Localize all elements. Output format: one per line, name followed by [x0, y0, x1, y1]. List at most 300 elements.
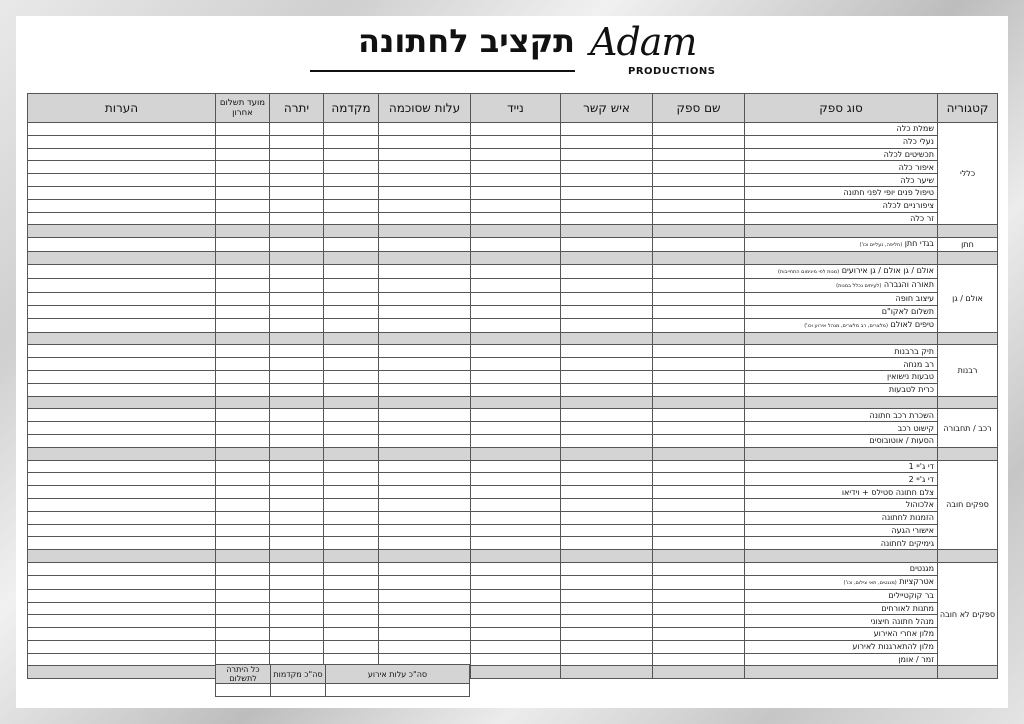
mobile-cell[interactable] — [471, 123, 561, 136]
supplier-type-cell — [745, 174, 938, 187]
mobile-cell[interactable] — [471, 383, 561, 396]
supplier-name-cell[interactable] — [653, 575, 745, 589]
supplier-type-cell — [745, 345, 938, 358]
notes-cell[interactable] — [28, 345, 216, 358]
mobile-cell[interactable] — [471, 640, 561, 653]
agreed-cost-cell[interactable] — [379, 615, 471, 628]
agreed-cost-cell[interactable] — [379, 135, 471, 148]
agreed-cost-cell[interactable] — [379, 434, 471, 447]
agreed-cost-cell[interactable] — [379, 460, 471, 473]
balance-cell[interactable] — [270, 383, 324, 396]
advance-cell[interactable] — [324, 161, 379, 174]
notes-cell[interactable] — [28, 653, 216, 666]
agreed-cost-cell[interactable] — [379, 264, 471, 278]
balance-cell[interactable] — [270, 589, 324, 602]
agreed-cost-cell[interactable] — [379, 292, 471, 305]
notes-cell[interactable] — [28, 422, 216, 435]
mobile-cell[interactable] — [471, 358, 561, 371]
advance-cell[interactable] — [324, 460, 379, 473]
balance-cell[interactable] — [270, 486, 324, 499]
mobile-cell[interactable] — [471, 212, 561, 225]
last-payment-cell[interactable] — [216, 628, 270, 641]
contact-cell[interactable] — [561, 305, 653, 318]
mobile-cell[interactable] — [471, 161, 561, 174]
mobile-cell[interactable] — [471, 370, 561, 383]
contact-cell[interactable] — [561, 212, 653, 225]
balance-cell[interactable] — [270, 422, 324, 435]
contact-cell[interactable] — [561, 409, 653, 422]
advance-cell[interactable] — [324, 358, 379, 371]
last-payment-cell[interactable] — [216, 305, 270, 318]
supplier-name-cell[interactable] — [653, 615, 745, 628]
advance-cell[interactable] — [324, 602, 379, 615]
contact-cell[interactable] — [561, 370, 653, 383]
last-payment-cell[interactable] — [216, 174, 270, 187]
supplier-name-cell[interactable] — [653, 653, 745, 666]
agreed-cost-cell[interactable] — [379, 212, 471, 225]
agreed-cost-cell[interactable] — [379, 199, 471, 212]
last-payment-cell[interactable] — [216, 199, 270, 212]
supplier-name-cell[interactable] — [653, 292, 745, 305]
last-payment-cell[interactable] — [216, 486, 270, 499]
advance-cell[interactable] — [324, 422, 379, 435]
mobile-cell[interactable] — [471, 305, 561, 318]
advance-cell[interactable] — [324, 318, 379, 332]
agreed-cost-cell[interactable] — [379, 628, 471, 641]
last-payment-cell[interactable] — [216, 562, 270, 575]
balance-cell[interactable] — [270, 524, 324, 537]
contact-cell[interactable] — [561, 628, 653, 641]
last-payment-cell[interactable] — [216, 383, 270, 396]
last-payment-cell[interactable] — [216, 212, 270, 225]
contact-cell[interactable] — [561, 562, 653, 575]
balance-cell[interactable] — [270, 628, 324, 641]
balance-cell[interactable] — [270, 278, 324, 292]
supplier-name-cell[interactable] — [653, 511, 745, 524]
advance-cell[interactable] — [324, 174, 379, 187]
mobile-cell[interactable] — [471, 318, 561, 332]
last-payment-cell[interactable] — [216, 422, 270, 435]
mobile-cell[interactable] — [471, 278, 561, 292]
balance-cell[interactable] — [270, 212, 324, 225]
supplier-type-cell — [745, 212, 938, 225]
balance-cell[interactable] — [270, 511, 324, 524]
advance-cell[interactable] — [324, 148, 379, 161]
balance-cell[interactable] — [270, 537, 324, 550]
last-payment-cell[interactable] — [216, 370, 270, 383]
last-payment-cell[interactable] — [216, 589, 270, 602]
total-advances-value[interactable] — [271, 684, 326, 697]
mobile-cell[interactable] — [471, 409, 561, 422]
advance-cell[interactable] — [324, 345, 379, 358]
mobile-cell[interactable] — [471, 473, 561, 486]
balance-cell[interactable] — [270, 640, 324, 653]
supplier-name-cell[interactable] — [653, 434, 745, 447]
table-row — [28, 628, 998, 641]
agreed-cost-cell[interactable] — [379, 238, 471, 252]
supplier-name-cell[interactable] — [653, 589, 745, 602]
agreed-cost-cell[interactable] — [379, 562, 471, 575]
agreed-cost-cell[interactable] — [379, 640, 471, 653]
agreed-cost-cell[interactable] — [379, 409, 471, 422]
advance-cell[interactable] — [324, 212, 379, 225]
notes-cell[interactable] — [28, 524, 216, 537]
notes-cell[interactable] — [28, 409, 216, 422]
advance-cell[interactable] — [324, 640, 379, 653]
mobile-cell[interactable] — [471, 345, 561, 358]
mobile-cell[interactable] — [471, 174, 561, 187]
balance-cell[interactable] — [270, 498, 324, 511]
contact-cell[interactable] — [561, 318, 653, 332]
mobile-cell[interactable] — [471, 199, 561, 212]
contact-cell[interactable] — [561, 473, 653, 486]
contact-cell[interactable] — [561, 460, 653, 473]
supplier-name-cell[interactable] — [653, 640, 745, 653]
balance-cell[interactable] — [270, 345, 324, 358]
table-row — [28, 305, 998, 318]
notes-cell[interactable] — [28, 498, 216, 511]
agreed-cost-cell[interactable] — [379, 473, 471, 486]
mobile-cell[interactable] — [471, 562, 561, 575]
advance-cell[interactable] — [324, 434, 379, 447]
notes-cell[interactable] — [28, 537, 216, 550]
balance-cell[interactable] — [270, 434, 324, 447]
mobile-cell[interactable] — [471, 148, 561, 161]
supplier-name-cell[interactable] — [653, 524, 745, 537]
contact-cell[interactable] — [561, 589, 653, 602]
separator-cell — [379, 225, 471, 238]
supplier-name-cell[interactable] — [653, 383, 745, 396]
contact-cell[interactable] — [561, 498, 653, 511]
contact-cell[interactable] — [561, 537, 653, 550]
supplier-name-cell[interactable] — [653, 537, 745, 550]
balance-cell[interactable] — [270, 238, 324, 252]
mobile-cell[interactable] — [471, 628, 561, 641]
notes-cell[interactable] — [28, 292, 216, 305]
last-payment-cell[interactable] — [216, 460, 270, 473]
mobile-cell[interactable] — [471, 498, 561, 511]
supplier-name-cell[interactable] — [653, 186, 745, 199]
balance-cell[interactable] — [270, 473, 324, 486]
contact-cell[interactable] — [561, 524, 653, 537]
balance-cell[interactable] — [270, 148, 324, 161]
last-payment-cell[interactable] — [216, 498, 270, 511]
supplier-name-cell[interactable] — [653, 460, 745, 473]
last-payment-cell[interactable] — [216, 575, 270, 589]
contact-cell[interactable] — [561, 345, 653, 358]
balance-cell[interactable] — [270, 602, 324, 615]
mobile-cell[interactable] — [471, 575, 561, 589]
notes-cell[interactable] — [28, 562, 216, 575]
balance-cell[interactable] — [270, 318, 324, 332]
mobile-cell[interactable] — [471, 486, 561, 499]
balance-cell[interactable] — [270, 615, 324, 628]
agreed-cost-cell[interactable] — [379, 345, 471, 358]
balance-cell[interactable] — [270, 174, 324, 187]
advance-cell[interactable] — [324, 486, 379, 499]
mobile-cell[interactable] — [471, 434, 561, 447]
advance-cell[interactable] — [324, 123, 379, 136]
agreed-cost-cell[interactable] — [379, 589, 471, 602]
mobile-cell[interactable] — [471, 511, 561, 524]
notes-cell[interactable] — [28, 370, 216, 383]
mobile-cell[interactable] — [471, 653, 561, 666]
notes-cell[interactable] — [28, 123, 216, 136]
balance-cell[interactable] — [270, 358, 324, 371]
notes-cell[interactable] — [28, 486, 216, 499]
total-balance-value[interactable] — [216, 684, 271, 697]
balance-cell[interactable] — [270, 161, 324, 174]
advance-cell[interactable] — [324, 575, 379, 589]
supplier-name-cell[interactable] — [653, 174, 745, 187]
last-payment-cell[interactable] — [216, 602, 270, 615]
advance-cell[interactable] — [324, 135, 379, 148]
contact-cell[interactable] — [561, 511, 653, 524]
notes-cell[interactable] — [28, 161, 216, 174]
notes-cell[interactable] — [28, 511, 216, 524]
last-payment-cell[interactable] — [216, 473, 270, 486]
supplier-name-cell[interactable] — [653, 422, 745, 435]
contact-cell[interactable] — [561, 123, 653, 136]
supplier-name-cell[interactable] — [653, 562, 745, 575]
last-payment-cell[interactable] — [216, 640, 270, 653]
last-payment-cell[interactable] — [216, 292, 270, 305]
last-payment-cell[interactable] — [216, 161, 270, 174]
supplier-name-cell[interactable] — [653, 212, 745, 225]
advance-cell[interactable] — [324, 524, 379, 537]
supplier-name-cell[interactable] — [653, 123, 745, 136]
balance-cell[interactable] — [270, 409, 324, 422]
notes-cell[interactable] — [28, 318, 216, 332]
notes-cell[interactable] — [28, 174, 216, 187]
supplier-type-cell — [745, 498, 938, 511]
notes-cell[interactable] — [28, 238, 216, 252]
advance-cell[interactable] — [324, 199, 379, 212]
agreed-cost-cell[interactable] — [379, 524, 471, 537]
mobile-cell[interactable] — [471, 264, 561, 278]
notes-cell[interactable] — [28, 186, 216, 199]
last-payment-cell[interactable] — [216, 434, 270, 447]
last-payment-cell[interactable] — [216, 409, 270, 422]
last-payment-cell[interactable] — [216, 615, 270, 628]
balance-cell[interactable] — [270, 562, 324, 575]
supplier-name-cell[interactable] — [653, 318, 745, 332]
notes-cell[interactable] — [28, 640, 216, 653]
agreed-cost-cell[interactable] — [379, 148, 471, 161]
table-row — [28, 174, 998, 187]
balance-cell[interactable] — [270, 123, 324, 136]
advance-cell[interactable] — [324, 264, 379, 278]
notes-cell[interactable] — [28, 264, 216, 278]
advance-cell[interactable] — [324, 562, 379, 575]
last-payment-cell[interactable] — [216, 264, 270, 278]
notes-cell[interactable] — [28, 434, 216, 447]
agreed-cost-cell[interactable] — [379, 174, 471, 187]
advance-cell[interactable] — [324, 409, 379, 422]
notes-cell[interactable] — [28, 473, 216, 486]
contact-cell[interactable] — [561, 653, 653, 666]
balance-cell[interactable] — [270, 199, 324, 212]
advance-cell[interactable] — [324, 305, 379, 318]
mobile-cell[interactable] — [471, 292, 561, 305]
last-payment-cell[interactable] — [216, 148, 270, 161]
total-event-cost-value[interactable] — [326, 684, 470, 697]
supplier-name-cell[interactable] — [653, 135, 745, 148]
mobile-cell[interactable] — [471, 537, 561, 550]
mobile-cell[interactable] — [471, 460, 561, 473]
notes-cell[interactable] — [28, 305, 216, 318]
supplier-type-cell — [745, 292, 938, 305]
agreed-cost-cell[interactable] — [379, 305, 471, 318]
supplier-name-cell[interactable] — [653, 498, 745, 511]
notes-cell[interactable] — [28, 278, 216, 292]
advance-cell[interactable] — [324, 278, 379, 292]
contact-cell[interactable] — [561, 186, 653, 199]
supplier-name-cell[interactable] — [653, 305, 745, 318]
notes-cell[interactable] — [28, 135, 216, 148]
supplier-name-cell[interactable] — [653, 473, 745, 486]
advance-cell[interactable] — [324, 186, 379, 199]
contact-cell[interactable] — [561, 575, 653, 589]
notes-cell[interactable] — [28, 589, 216, 602]
advance-cell[interactable] — [324, 628, 379, 641]
notes-cell[interactable] — [28, 212, 216, 225]
mobile-cell[interactable] — [471, 186, 561, 199]
contact-cell[interactable] — [561, 615, 653, 628]
supplier-name-cell[interactable] — [653, 199, 745, 212]
supplier-name-cell[interactable] — [653, 238, 745, 252]
agreed-cost-cell[interactable] — [379, 511, 471, 524]
advance-cell[interactable] — [324, 238, 379, 252]
supplier-name-cell[interactable] — [653, 264, 745, 278]
contact-cell[interactable] — [561, 278, 653, 292]
notes-cell[interactable] — [28, 602, 216, 615]
balance-cell[interactable] — [270, 460, 324, 473]
advance-cell[interactable] — [324, 370, 379, 383]
contact-cell[interactable] — [561, 238, 653, 252]
notes-cell[interactable] — [28, 615, 216, 628]
agreed-cost-cell[interactable] — [379, 422, 471, 435]
contact-cell[interactable] — [561, 358, 653, 371]
supplier-name-cell[interactable] — [653, 278, 745, 292]
advance-cell[interactable] — [324, 292, 379, 305]
supplier-name-cell[interactable] — [653, 148, 745, 161]
contact-cell[interactable] — [561, 422, 653, 435]
contact-cell[interactable] — [561, 640, 653, 653]
balance-cell[interactable] — [270, 575, 324, 589]
notes-cell[interactable] — [28, 628, 216, 641]
contact-cell[interactable] — [561, 602, 653, 615]
last-payment-cell[interactable] — [216, 318, 270, 332]
notes-cell[interactable] — [28, 358, 216, 371]
advance-cell[interactable] — [324, 615, 379, 628]
supplier-name-cell[interactable] — [653, 370, 745, 383]
contact-cell[interactable] — [561, 161, 653, 174]
notes-cell[interactable] — [28, 575, 216, 589]
supplier-name-cell[interactable] — [653, 602, 745, 615]
agreed-cost-cell[interactable] — [379, 358, 471, 371]
supplier-type-label: תשלום לאקו"ם — [881, 307, 934, 317]
contact-cell[interactable] — [561, 148, 653, 161]
agreed-cost-cell[interactable] — [379, 318, 471, 332]
contact-cell[interactable] — [561, 174, 653, 187]
agreed-cost-cell[interactable] — [379, 278, 471, 292]
table-row — [28, 148, 998, 161]
last-payment-cell[interactable] — [216, 123, 270, 136]
supplier-name-cell[interactable] — [653, 409, 745, 422]
separator-cell — [745, 332, 938, 345]
last-payment-cell[interactable] — [216, 524, 270, 537]
advance-cell[interactable] — [324, 511, 379, 524]
last-payment-cell[interactable] — [216, 135, 270, 148]
notes-cell[interactable] — [28, 199, 216, 212]
balance-cell[interactable] — [270, 292, 324, 305]
contact-cell[interactable] — [561, 264, 653, 278]
last-payment-cell[interactable] — [216, 345, 270, 358]
mobile-cell[interactable] — [471, 422, 561, 435]
agreed-cost-cell[interactable] — [379, 383, 471, 396]
contact-cell[interactable] — [561, 135, 653, 148]
advance-cell[interactable] — [324, 589, 379, 602]
agreed-cost-cell[interactable] — [379, 486, 471, 499]
agreed-cost-cell[interactable] — [379, 370, 471, 383]
contact-cell[interactable] — [561, 292, 653, 305]
last-payment-cell[interactable] — [216, 537, 270, 550]
agreed-cost-cell[interactable] — [379, 186, 471, 199]
contact-cell[interactable] — [561, 434, 653, 447]
notes-cell[interactable] — [28, 383, 216, 396]
balance-cell[interactable] — [270, 135, 324, 148]
advance-cell[interactable] — [324, 473, 379, 486]
agreed-cost-cell[interactable] — [379, 602, 471, 615]
mobile-cell[interactable] — [471, 524, 561, 537]
advance-cell[interactable] — [324, 537, 379, 550]
mobile-cell[interactable] — [471, 602, 561, 615]
supplier-name-cell[interactable] — [653, 345, 745, 358]
last-payment-cell[interactable] — [216, 278, 270, 292]
last-payment-cell[interactable] — [216, 358, 270, 371]
supplier-name-cell[interactable] — [653, 486, 745, 499]
balance-cell[interactable] — [270, 264, 324, 278]
mobile-cell[interactable] — [471, 589, 561, 602]
mobile-cell[interactable] — [471, 135, 561, 148]
last-payment-cell[interactable] — [216, 238, 270, 252]
balance-cell[interactable] — [270, 370, 324, 383]
advance-cell[interactable] — [324, 498, 379, 511]
advance-cell[interactable] — [324, 383, 379, 396]
agreed-cost-cell[interactable] — [379, 537, 471, 550]
balance-cell[interactable] — [270, 186, 324, 199]
supplier-name-cell[interactable] — [653, 358, 745, 371]
agreed-cost-cell[interactable] — [379, 161, 471, 174]
agreed-cost-cell[interactable] — [379, 123, 471, 136]
balance-cell[interactable] — [270, 305, 324, 318]
last-payment-cell[interactable] — [216, 186, 270, 199]
supplier-type-label: זמר / אומן — [898, 655, 934, 665]
contact-cell[interactable] — [561, 486, 653, 499]
last-payment-cell[interactable] — [216, 511, 270, 524]
mobile-cell[interactable] — [471, 615, 561, 628]
notes-cell[interactable] — [28, 460, 216, 473]
contact-cell[interactable] — [561, 383, 653, 396]
agreed-cost-cell[interactable] — [379, 498, 471, 511]
agreed-cost-cell[interactable] — [379, 575, 471, 589]
supplier-name-cell[interactable] — [653, 161, 745, 174]
notes-cell[interactable] — [28, 148, 216, 161]
supplier-name-cell[interactable] — [653, 628, 745, 641]
mobile-cell[interactable] — [471, 238, 561, 252]
contact-cell[interactable] — [561, 199, 653, 212]
